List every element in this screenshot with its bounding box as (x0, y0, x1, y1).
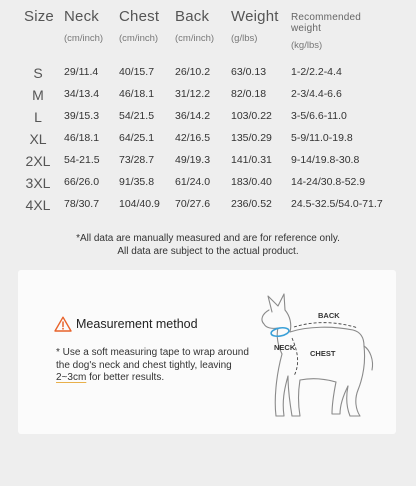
cell-size: 2XL (25, 153, 51, 169)
cell-back: 36/14.2 (175, 110, 211, 122)
table-row (0, 110, 416, 130)
cell-size: 4XL (25, 197, 51, 213)
table-row (0, 132, 416, 152)
cell-chest: 91/35.8 (119, 176, 155, 188)
cell-recommended: 14-24/30.8-52.9 (291, 176, 366, 188)
cell-back: 26/10.2 (175, 66, 211, 78)
table-row (0, 66, 416, 86)
header-back: Back (cm/inch) (175, 8, 215, 44)
cell-back: 61/24.0 (175, 176, 211, 188)
measurement-title: Measurement method (76, 317, 198, 331)
dog-diagram (218, 272, 393, 432)
cell-size: M (32, 87, 44, 103)
measurement-card (18, 270, 396, 434)
cell-chest: 54/21.5 (119, 110, 155, 122)
label-back: BACK (318, 311, 340, 320)
cell-neck: 66/26.0 (64, 176, 100, 188)
table-row (0, 198, 416, 218)
cell-weight: 141/0.31 (231, 154, 272, 166)
cell-recommended: 2-3/4.4-6.6 (291, 88, 342, 100)
cell-chest: 46/18.1 (119, 88, 155, 100)
cell-size: L (34, 109, 42, 125)
cell-neck: 34/13.4 (64, 88, 100, 100)
cell-weight: 82/0.18 (231, 88, 267, 100)
header-size: Size (24, 8, 54, 25)
cell-back: 42/16.5 (175, 132, 211, 144)
cell-chest: 73/28.7 (119, 154, 155, 166)
cell-chest: 104/40.9 (119, 198, 160, 210)
label-neck: NECK (274, 343, 296, 352)
cell-recommended: 1-2/2.2-4.4 (291, 66, 342, 78)
cell-weight: 183/0.40 (231, 176, 272, 188)
cell-recommended: 9-14/19.8-30.8 (291, 154, 360, 166)
cell-recommended: 5-9/11.0-19.8 (291, 132, 353, 144)
header-neck: Neck (cm/inch) (64, 8, 104, 44)
cell-chest: 40/15.7 (119, 66, 155, 78)
cell-back: 49/19.3 (175, 154, 211, 166)
cell-weight: 135/0.29 (231, 132, 272, 144)
warning-triangle-icon (54, 316, 72, 332)
table-row (0, 88, 416, 108)
header-recommended-weight: Recommended weight (kg/lbs) (291, 12, 362, 51)
cell-recommended: 3-5/6.6-11.0 (291, 110, 347, 122)
label-chest: CHEST (310, 349, 336, 358)
measurement-instructions: * Use a soft measuring tape to wrap around the dog's neck and chest tightly, leaving 2~3cm for better results. (56, 347, 249, 383)
header-chest: Chest (cm/inch) (119, 8, 160, 44)
cell-recommended: 24.5-32.5/54.0-71.7 (291, 198, 383, 210)
cell-back: 70/27.6 (175, 198, 211, 210)
table-row (0, 176, 416, 196)
header-weight: Weight (g/lbs) (231, 8, 279, 44)
table-row (0, 154, 416, 174)
cell-weight: 103/0.22 (231, 110, 272, 122)
cell-size: 3XL (25, 175, 51, 191)
cell-size: S (33, 65, 43, 81)
cell-neck: 29/11.4 (64, 66, 99, 78)
cell-neck: 46/18.1 (64, 132, 100, 144)
cell-weight: 236/0.52 (231, 198, 272, 210)
cell-chest: 64/25.1 (119, 132, 155, 144)
cell-size: XL (29, 131, 47, 147)
cell-neck: 78/30.7 (64, 198, 100, 210)
cell-neck: 54-21.5 (64, 154, 100, 166)
cell-neck: 39/15.3 (64, 110, 100, 122)
disclaimer-note: *All data are manually measured and are for reference only. All data are subject to the actual product. (76, 233, 340, 257)
gap-highlight: 2~3cm (56, 372, 87, 383)
cell-weight: 63/0.13 (231, 66, 267, 78)
cell-back: 31/12.2 (175, 88, 211, 100)
